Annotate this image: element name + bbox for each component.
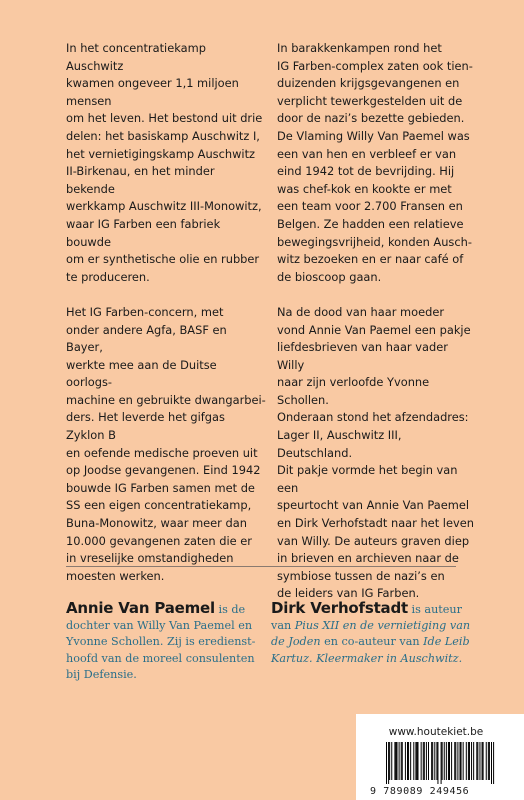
paragraph: In barakkenkampen rond het IG Farben-complex zaten ook tien- duizenden krijgsgevangenen en verplicht tewerkgestelden uit de door de nazi’s bezette gebieden. De Vlaming Willy Van Paemel was een van hen en verbleef er van eind 1942 tot de bevrijding. Hij was chef-kok en kookte er met een team voor 2.700 Fransen en Belgen. Ze hadden een relatieve bewegingsvrijheid, konden Ausch- witz bezoeken en er naar café of de bioscoop gaan.: [277, 41, 473, 284]
author-name: Dirk Verhofstadt: [271, 599, 408, 617]
book-title: de Joden: [271, 635, 321, 649]
paragraph: Na de dood van haar moeder vond Annie Van Paemel een pakje liefdesbrieven van haar vader Willy naar zijn verloofde Yvonne Schollen. Onderaan stond het afzendadres: Lager II, Auschwitz III, Deutschland. Dit pakje vormde het begin van een speurtocht van Annie Van Paemel en Dirk Verhofstadt naar het leven van Willy. De auteurs graven diep in brieven en archieven naar de symbiose tussen de nazi’s en de leiders van IG Farben.: [277, 304, 474, 601]
paragraph: Het IG Farben-concern, met onder andere Agfa, BASF en Bayer, werkte mee aan de Duitse oorlogs- machine en gebruikte dwangarbei- ders. Het leverde het gifgas Zyklon B en oefende medische proeven uit op Joodse gevangenen. Eind 1942 bouwde IG Farben samen met de SS een eigen concentratiekamp, Buna-Monowitz, waar meer dan 10.000 gevangenen zaten die er in vreselijke omstandigheden moesten werken.: [66, 304, 266, 583]
publisher-url: www.houtekiet.be: [388, 726, 484, 738]
bio-text: van: [271, 619, 295, 633]
left-column: [66, 40, 266, 603]
right-column: [277, 40, 477, 621]
author-name: Annie Van Paemel: [66, 599, 215, 617]
bio-intro: is de: [214, 603, 246, 616]
isbn-number: 9 789089 249456: [370, 786, 470, 797]
book-title: Pius XII en de vernietiging van: [294, 619, 471, 633]
barcode-panel: [356, 714, 524, 800]
book-title: Kartuz. Kleermaker in Auschwitz.: [271, 651, 463, 665]
paragraph: In het concentratiekamp Auschwitz kwamen ongeveer 1,1 miljoen mensen om het leven. Het bestond uit drie delen: het basiskamp Auschwitz I, het vernietigingskamp Auschwitz II-Birkenau, en het minder bekende werkkamp Auschwitz III-Monowitz, waar IG Farben een fabriek bouwde om er synthetische olie en rubber te produceren.: [66, 41, 263, 284]
author-bio-dirk: [271, 600, 476, 667]
barcode-icon: [386, 742, 496, 784]
bio-text: dochter van Willy Van Paemel en Yvonne Schollen. Zij is eredienst- hoofd van de moreel consulenten bij Defensie.: [66, 619, 256, 681]
bio-text: en co-auteur van: [320, 635, 424, 649]
book-title: Ide Leib: [423, 635, 470, 649]
divider-line: [66, 566, 456, 567]
bio-intro: is auteur: [408, 603, 462, 616]
author-bio-annie: [66, 600, 266, 683]
